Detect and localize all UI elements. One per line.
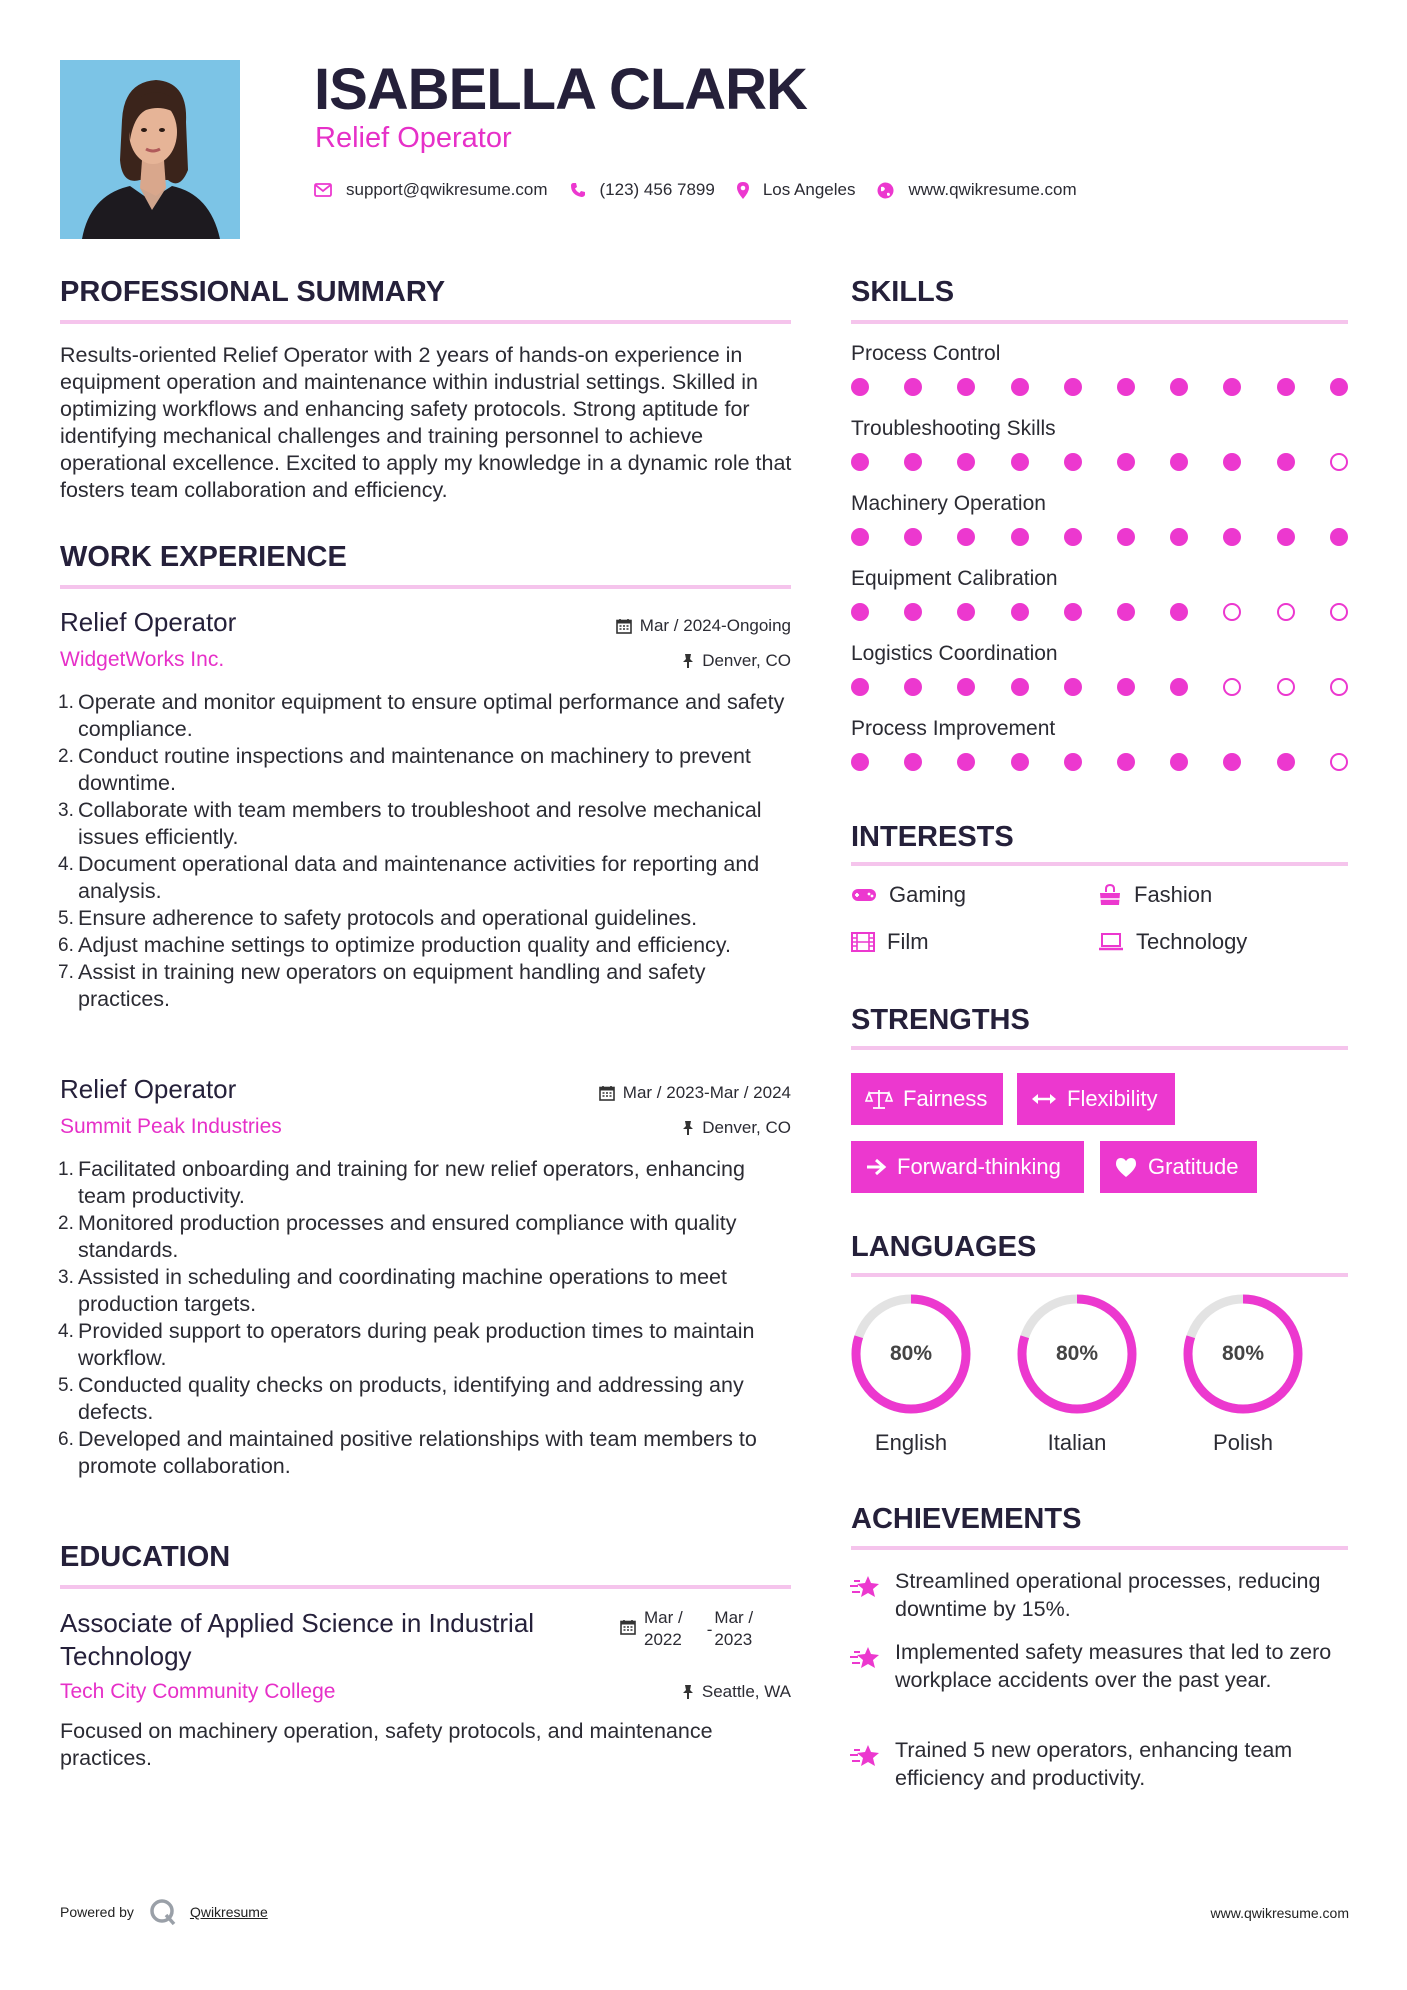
rating-dot-filled <box>851 378 869 396</box>
contact-email-text: support@qwikresume.com <box>346 180 548 199</box>
job-dates-text: Mar / 2023-Mar / 2024 <box>622 1083 791 1102</box>
skill-name: Logistics Coordination <box>851 642 1058 665</box>
rating-dot-empty <box>1277 678 1295 696</box>
rating-dot-empty <box>1330 753 1348 771</box>
achievement-item: Trained 5 new operators, enhancing team efficiency and productivity. <box>895 1738 1293 1790</box>
skill-rating <box>851 378 1351 396</box>
rating-dot-filled <box>851 453 869 471</box>
strength-label: Fairness <box>903 1086 988 1111</box>
rating-dot-filled <box>851 678 869 696</box>
rating-dot-filled <box>904 453 922 471</box>
list-item: Adjust machine settings to optimize production quality and efficiency. <box>78 933 731 957</box>
language-percent: 80% <box>1221 1342 1265 1365</box>
contact-website[interactable] <box>877 180 1076 200</box>
strength-label: Flexibility <box>1067 1086 1158 1111</box>
education-start-month: Mar / <box>644 1608 683 1627</box>
rating-dot-empty <box>1223 678 1241 696</box>
powered-by-text: Powered by <box>60 1904 134 1920</box>
education-dates <box>620 1607 753 1651</box>
rating-dot-filled <box>1223 453 1241 471</box>
rating-dot-filled <box>1170 378 1188 396</box>
shooting-star-icon <box>849 1644 881 1672</box>
rating-dot-empty <box>1330 453 1348 471</box>
film-icon <box>851 932 875 952</box>
rating-dot-empty <box>1330 678 1348 696</box>
achievements-divider <box>851 1546 1348 1550</box>
rating-dot-filled <box>957 753 975 771</box>
strength-badge <box>1017 1073 1175 1125</box>
rating-dot-filled <box>957 603 975 621</box>
rating-dot-filled <box>1330 528 1348 546</box>
summary-heading: PROFESSIONAL SUMMARY <box>60 276 446 308</box>
rating-dot-filled <box>904 678 922 696</box>
rating-dot-empty <box>1330 603 1348 621</box>
rating-dot-filled <box>1117 753 1135 771</box>
skill-name: Process Control <box>851 342 1001 365</box>
education-date-dash: - <box>706 1620 713 1639</box>
skills-heading: SKILLS <box>851 276 955 308</box>
rating-dot-filled <box>1277 528 1295 546</box>
footer-brand-link[interactable]: Qwikresume <box>189 1904 268 1920</box>
footer-powered-by <box>60 1897 268 1927</box>
strength-badge <box>851 1073 1003 1125</box>
strength-label: Gratitude <box>1148 1154 1239 1179</box>
rating-dot-filled <box>1170 528 1188 546</box>
rating-dot-filled <box>1223 753 1241 771</box>
education-end-month: Mar / <box>714 1608 754 1627</box>
language-name: English <box>874 1430 948 1455</box>
interests-divider <box>851 862 1348 866</box>
education-description: Focused on machinery operation, safety protocols, and maintenance practices. <box>60 1719 713 1770</box>
shooting-star-icon <box>849 1573 881 1601</box>
skill-name: Troubleshooting Skills <box>851 417 1056 440</box>
map-pin-icon <box>737 182 749 199</box>
language-ring <box>1015 1292 1139 1416</box>
candidate-name: ISABELLA CLARK <box>314 57 807 122</box>
education-location <box>682 1682 791 1702</box>
skill-rating <box>851 453 1351 471</box>
rating-dot-filled <box>851 528 869 546</box>
qwikresume-logo-icon <box>148 1897 178 1927</box>
scale-icon <box>865 1088 893 1110</box>
contact-phone[interactable] <box>570 180 715 200</box>
list-item: Ensure adherence to safety protocols and operational guidelines. <box>78 906 698 930</box>
rating-dot-filled <box>1117 678 1135 696</box>
laptop-icon <box>1098 933 1124 951</box>
language-percent: 80% <box>1055 1342 1099 1365</box>
skill-name: Machinery Operation <box>851 492 1046 515</box>
rating-dot-filled <box>1170 453 1188 471</box>
list-item: Collaborate with team members to troubleshoot and resolve mechanical issues efficiently. <box>78 798 762 849</box>
list-item: Monitored production processes and ensured compliance with quality standards. <box>78 1211 737 1262</box>
rating-dot-filled <box>957 528 975 546</box>
rating-dot-filled <box>1223 528 1241 546</box>
skill-rating <box>851 678 1351 696</box>
education-end-year: 2023 <box>714 1630 753 1649</box>
language-name: Polish <box>1213 1430 1273 1455</box>
achievement-item: Streamlined operational processes, reducing downtime by 15%. <box>895 1569 1321 1621</box>
skill-rating <box>851 753 1351 771</box>
strengths-heading: STRENGTHS <box>851 1004 1030 1036</box>
skill-rating <box>851 528 1351 546</box>
rating-dot-filled <box>1011 753 1029 771</box>
footer-website[interactable]: www.qwikresume.com <box>1210 1905 1349 1921</box>
contact-phone-text: (123) 456 7899 <box>599 180 715 199</box>
company-name: WidgetWorks Inc. <box>60 648 225 671</box>
job-dates <box>616 616 791 636</box>
job-title: Relief Operator <box>60 1074 237 1104</box>
interest-label: Gaming <box>889 882 967 907</box>
pin-icon <box>682 1120 694 1136</box>
rating-dot-filled <box>1117 453 1135 471</box>
arrows-horizontal-icon <box>1031 1092 1057 1106</box>
rating-dot-filled <box>904 378 922 396</box>
language-name: Italian <box>1047 1430 1107 1455</box>
rating-dot-filled <box>1011 378 1029 396</box>
rating-dot-filled <box>957 378 975 396</box>
rating-dot-filled <box>1064 453 1082 471</box>
strength-badge <box>1100 1141 1257 1193</box>
list-item: Assist in training new operators on equipment handling and safety practices. <box>78 960 706 1011</box>
rating-dot-empty <box>1277 603 1295 621</box>
job-title: Relief Operator <box>60 607 237 637</box>
shooting-star-icon <box>849 1742 881 1770</box>
list-item: Assisted in scheduling and coordinating machine operations to meet production targets. <box>78 1265 727 1316</box>
job-dates-text: Mar / 2024-Ongoing <box>639 616 791 635</box>
rating-dot-filled <box>1011 528 1029 546</box>
arrow-right-icon <box>865 1158 887 1176</box>
job-location-text: Denver, CO <box>702 651 791 670</box>
pin-icon <box>682 1684 694 1700</box>
job-location <box>682 1118 791 1138</box>
contact-email[interactable] <box>314 180 548 200</box>
interest-fashion <box>1098 882 1212 908</box>
profile-photo <box>60 60 240 239</box>
language-percent: 80% <box>889 1342 933 1365</box>
strength-badge <box>851 1141 1084 1193</box>
calendar-icon <box>616 618 632 634</box>
envelope-icon <box>314 183 332 197</box>
job-dates <box>599 1083 791 1103</box>
list-item: Operate and monitor equipment to ensure optimal performance and safety compliance. <box>78 690 785 741</box>
education-heading: EDUCATION <box>60 1541 231 1573</box>
rating-dot-filled <box>1277 378 1295 396</box>
pin-icon <box>682 653 694 669</box>
interest-film <box>851 929 929 955</box>
job-bullet-list <box>60 1156 795 1480</box>
contact-bar <box>314 178 1099 202</box>
education-start-year: 2022 <box>644 1630 682 1649</box>
rating-dot-filled <box>1011 453 1029 471</box>
rating-dot-filled <box>1117 603 1135 621</box>
rating-dot-filled <box>1117 378 1135 396</box>
rating-dot-filled <box>1064 378 1082 396</box>
shopping-bag-icon <box>1098 884 1122 906</box>
achievement-item: Implemented safety measures that led to zero workplace accidents over the past year. <box>895 1640 1332 1692</box>
interest-label: Technology <box>1136 929 1248 954</box>
job-bullet-list <box>60 689 795 1013</box>
rating-dot-filled <box>851 753 869 771</box>
skill-rating <box>851 603 1351 621</box>
rating-dot-filled <box>1170 603 1188 621</box>
skill-name: Equipment Calibration <box>851 567 1058 590</box>
interest-technology <box>1098 929 1247 955</box>
gamepad-icon <box>851 887 877 903</box>
interest-gaming <box>851 882 966 908</box>
strengths-divider <box>851 1046 1348 1050</box>
rating-dot-filled <box>1011 678 1029 696</box>
list-item: Conducted quality checks on products, identifying and addressing any defects. <box>78 1373 744 1424</box>
rating-dot-filled <box>1064 528 1082 546</box>
languages-heading: LANGUAGES <box>851 1231 1037 1263</box>
interest-label: Film <box>887 929 929 954</box>
language-ring <box>849 1292 973 1416</box>
rating-dot-filled <box>1117 528 1135 546</box>
rating-dot-filled <box>1064 753 1082 771</box>
education-location-text: Seattle, WA <box>701 1682 791 1701</box>
experience-heading: WORK EXPERIENCE <box>60 541 347 573</box>
languages-divider <box>851 1273 1348 1277</box>
contact-location-text: Los Angeles <box>762 180 856 199</box>
skills-divider <box>851 320 1348 324</box>
achievements-heading: ACHIEVEMENTS <box>851 1503 1082 1535</box>
summary-text: Results-oriented Relief Operator with 2 years of hands-on experience in equipment operation and maintenance within industrial settings. Skilled in optimizing workflows and enhancing safety protocols. Strong aptitude for identifying mechanical challenges and training personnel to achieve operational excellence. Excited to apply my knowledge in a dynamic role that fosters team collaboration and efficiency. <box>60 343 792 502</box>
summary-divider <box>60 320 791 324</box>
company-name: Summit Peak Industries <box>60 1115 282 1138</box>
rating-dot-filled <box>1277 453 1295 471</box>
candidate-role: Relief Operator <box>315 122 512 154</box>
heart-icon <box>1114 1157 1138 1178</box>
rating-dot-filled <box>1064 603 1082 621</box>
list-item: Facilitated onboarding and training for new relief operators, enhancing team productivity. <box>78 1157 745 1208</box>
rating-dot-filled <box>1277 753 1295 771</box>
rating-dot-filled <box>1011 603 1029 621</box>
language-ring <box>1181 1292 1305 1416</box>
rating-dot-filled <box>1223 378 1241 396</box>
phone-icon <box>570 182 586 198</box>
rating-dot-filled <box>1064 678 1082 696</box>
list-item: Provided support to operators during peak production times to maintain workflow. <box>78 1319 755 1370</box>
calendar-icon <box>620 1619 636 1635</box>
interest-label: Fashion <box>1134 882 1213 907</box>
rating-dot-filled <box>904 603 922 621</box>
rating-dot-filled <box>1170 753 1188 771</box>
list-item: Document operational data and maintenance activities for reporting and analysis. <box>78 852 760 903</box>
rating-dot-filled <box>957 453 975 471</box>
experience-divider <box>60 585 791 589</box>
degree-title: Associate of Applied Science in Industrial Technology <box>60 1608 535 1671</box>
education-divider <box>60 1585 791 1589</box>
rating-dot-filled <box>1170 678 1188 696</box>
list-item: Developed and maintained positive relationships with team members to promote collaboration. <box>78 1427 757 1478</box>
rating-dot-filled <box>1330 378 1348 396</box>
strength-label: Forward-thinking <box>897 1154 1061 1179</box>
globe-icon <box>877 182 894 199</box>
contact-website-text: www.qwikresume.com <box>908 180 1077 199</box>
calendar-icon <box>599 1085 615 1101</box>
rating-dot-empty <box>1223 603 1241 621</box>
rating-dot-filled <box>851 603 869 621</box>
list-item: Conduct routine inspections and maintenance on machinery to prevent downtime. <box>78 744 751 795</box>
job-location-text: Denver, CO <box>702 1118 791 1137</box>
contact-location <box>737 180 856 200</box>
rating-dot-filled <box>904 528 922 546</box>
skill-name: Process Improvement <box>851 717 1056 740</box>
rating-dot-filled <box>904 753 922 771</box>
interests-heading: INTERESTS <box>851 821 1014 853</box>
school-name: Tech City Community College <box>60 1680 336 1703</box>
rating-dot-filled <box>957 678 975 696</box>
job-location <box>682 651 791 671</box>
